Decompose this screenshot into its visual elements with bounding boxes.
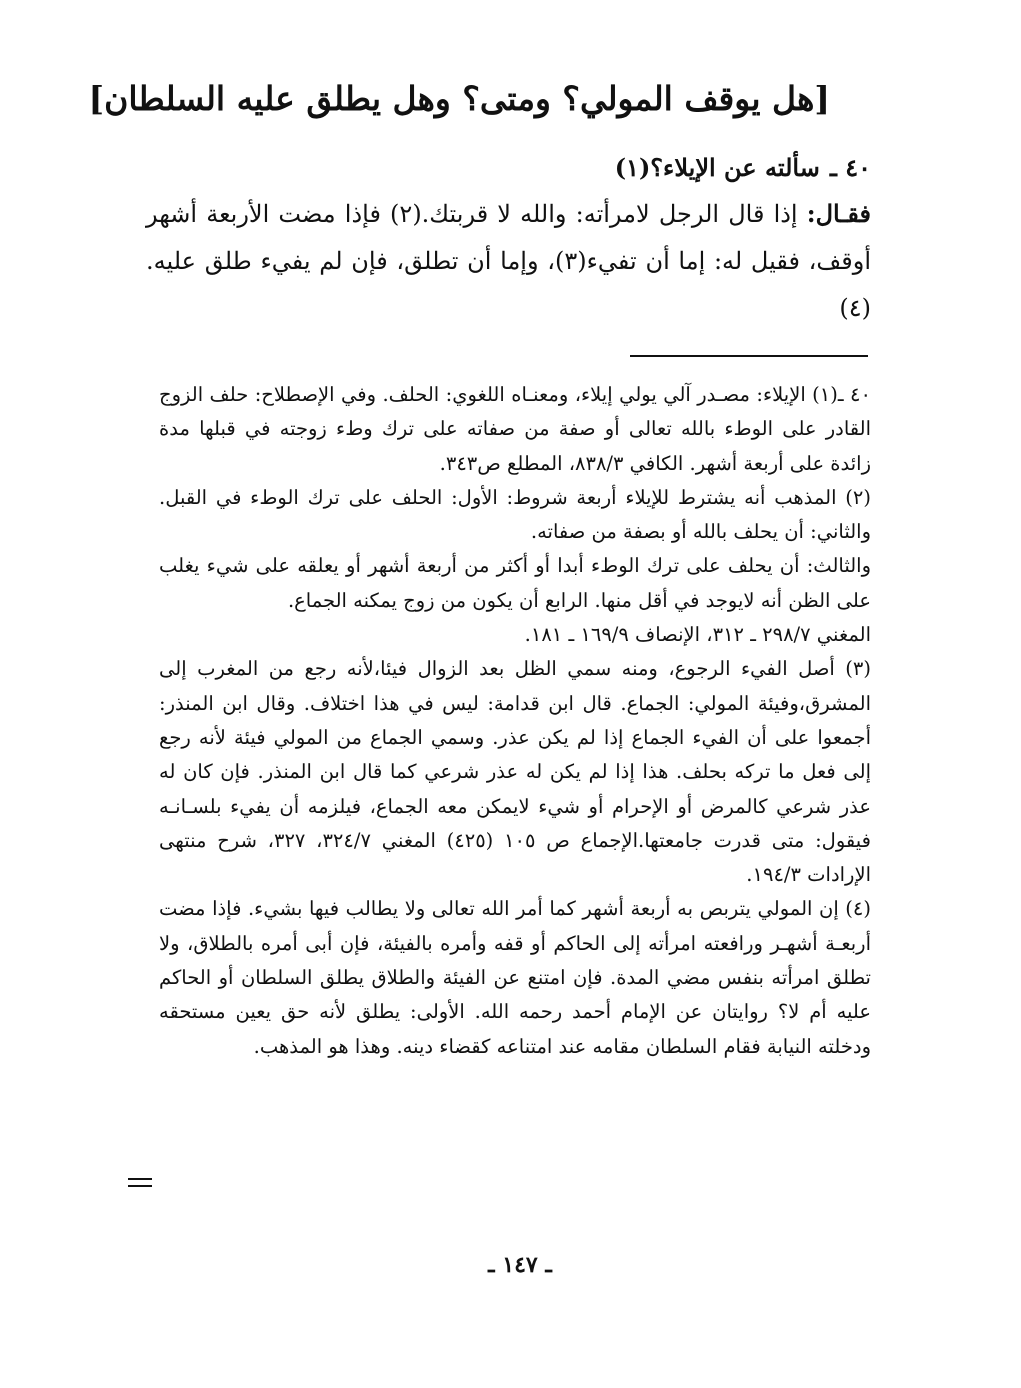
page-number: ـ ١٤٧ ـ — [488, 1252, 552, 1278]
question-line — [271, 145, 871, 191]
footnote-1: (١) الإيلاء: مصـدر آلي يولي إيلاء، ومعنـاه اللغوي: الحلف. وفي الإصطلاح: حلف الزوج القادر على الوطء بالله تعالى أو صفة من صفاته على ترك وطء زوجته في قبلها مدة زائدة على أربعة أشهر. الكافي ٨٣٨/٣، المطلع ص٣٤٣. — [159, 383, 871, 475]
footnotes-block — [159, 378, 871, 1064]
answer-paragraph — [146, 190, 871, 332]
continuation-mark — [128, 1178, 152, 1192]
footnote-separator — [630, 355, 868, 357]
footnote-paragraph: (٣) أصل الفيء الرجوع، ومنه سمي الظل بعد الزوال فيئا،لأنه رجع من المغرب إلى المشرق،وفيئة المولي: الجماع. قال ابن قدامة: ليس في هذا اختلاف. وقال ابن المنذر: أجمعوا على أن الفيء الجماع إذا لم يكن عذر. وسمي الجماع من المولي فيئة لأنه رجع إلى فعل ما تركه بحلف. هذا إذا لم يكن له عذر شرعي كما قال ابن المنذر. فإن كان له عذر شرعي كالمرض أو الإحرام أو شيء لايمكن معه الجماع، فيلزمه أن يفيء بلسـانـه فيقول: متى قدرت جامعتها.الإجماع ص ١٠٥ (٤٢٥) المغني ٣٢٤/٧، ٣٢٧، شرح منتهى الإرادات ١٩٤/٣. — [159, 657, 871, 887]
footnote-paragraph: المغني ٢٩٨/٧ ـ ٣١٢، الإنصاف ١٦٩/٩ ـ ١٨١. — [524, 623, 871, 647]
question-number: ٤٠ ـ — [829, 153, 871, 182]
question-text: سألته عن الإيلاء؟(١) — [614, 153, 820, 182]
section-heading: [هل يوقف المولي؟ ومتى؟ وهل يطلق عليه السلطان] — [88, 79, 830, 118]
answer-body: إذا قال الرجل لامرأته: والله لا قربتك.(٢) فإذا مضت الأربعة أشهر أوقف، فقيل له: إما أن تفيء(٣)، وإما أن تطلق، فإن لم يفيء طلق عليه.(٤) — [146, 200, 871, 322]
footnote-paragraph — [159, 378, 871, 481]
footnote-group-label: ٤٠ ـ — [837, 383, 871, 406]
footnote-paragraph: (٤) إن المولي يتربص به أربعة أشهر كما أمر الله تعالى ولا يطالب فيها بشيء. فإذا مضت أربعـة أشهـر ورافعته امرأته إلى الحاكم أو قفه وأمره بالفيئة، فإن أبى أمره بالطلاق، ولا تطلق امرأته بنفس مضي المدة. فإن امتنع عن الفيئة والطلاق يطلق السلطان أو الحاكم عليه أم لا؟ روايتان عن الإمام أحمد رحمه الله. الأولى: يطلق لأنه حق يعين مستحقه ودخلته النيابة فقام السلطان مقامه عند امتناعه كقضاء دينه. وهذا هو المذهب. — [159, 897, 871, 1058]
footnote-paragraph: والثالث: أن يحلف على ترك الوطء أبدا أو أكثر من أربعة أشهر أو يعلقه على شيء يغلب على الظن أنه لايوجد في أقل منها. الرابع أن يكون من زوج يمكنه الجماع. — [159, 554, 871, 612]
answer-lead: فقـال: — [806, 199, 871, 228]
footnote-paragraph: (٢) المذهب أنه يشترط للإيلاء أربعة شروط: الأول: الحلف على ترك الوطء في القبل. والثاني: أن يحلف بالله أو بصفة من صفاته. — [159, 485, 871, 544]
